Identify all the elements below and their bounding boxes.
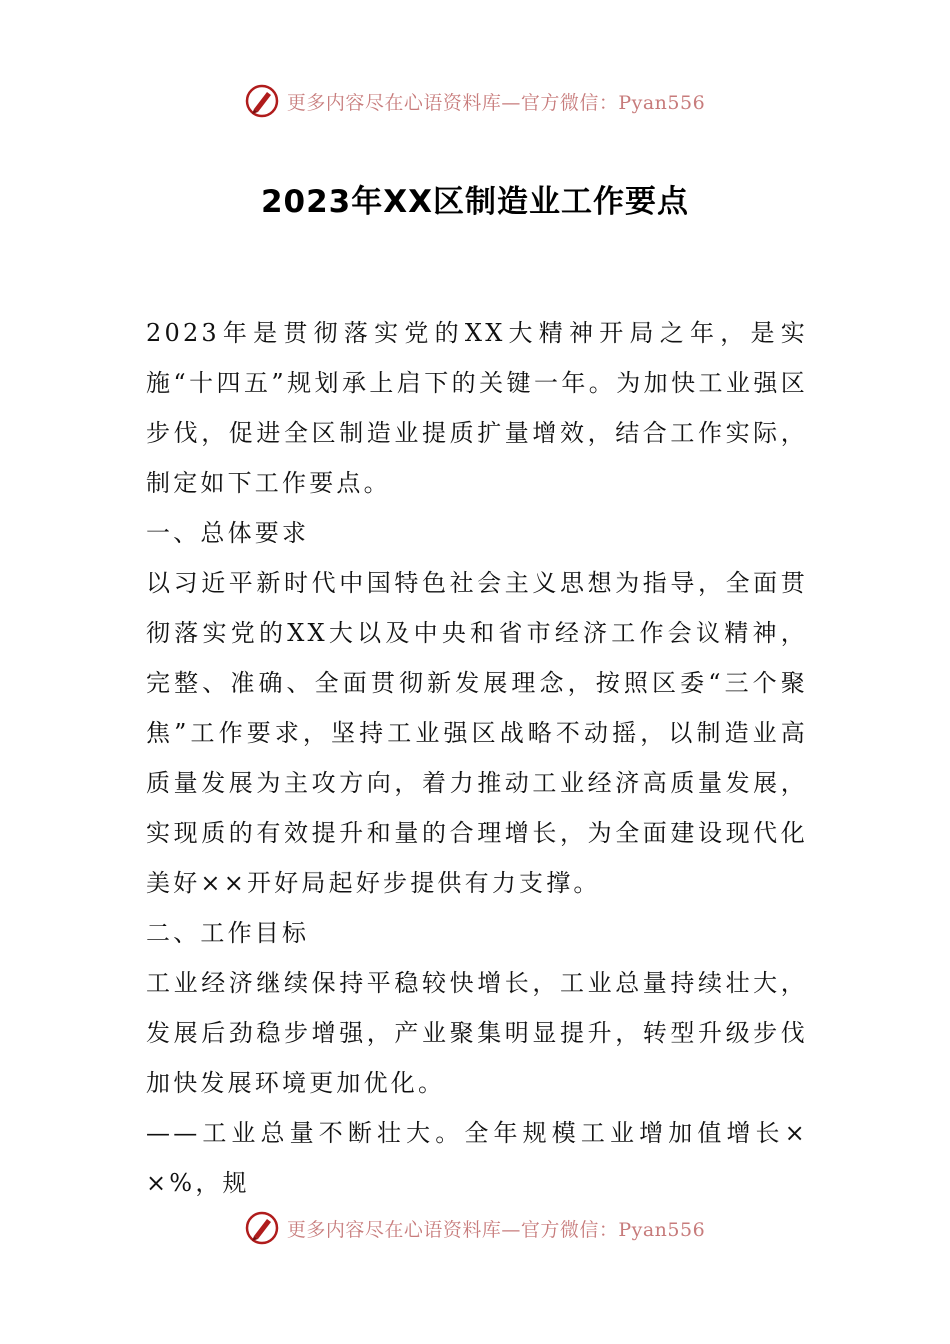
document-title: 2023年XX区制造业工作要点	[260, 184, 690, 220]
watermark-text: 更多内容尽在心语资料库—官方微信：Pyan556	[286, 91, 706, 114]
watermark-text: 更多内容尽在心语资料库—官方微信：Pyan556	[286, 1218, 706, 1241]
pen-logo-icon	[245, 84, 279, 118]
header-watermark	[0, 84, 950, 118]
pen-logo-icon	[245, 1211, 279, 1245]
document-body	[146, 308, 808, 1208]
work-goals-paragraph: 工业经济继续保持平稳较快增长，工业总量持续壮大，发展后劲稳步增强，产业聚集明显提升，转型升级步伐加快发展环境更加优化。	[146, 969, 808, 1097]
goal-item-paragraph: ——工业总量不断壮大。全年规模工业增加值增长××%，规	[146, 1119, 808, 1197]
general-requirements-paragraph: 以习近平新时代中国特色社会主义思想为指导，全面贯彻落实党的XX大以及中央和省市经济工作会议精神，完整、准确、全面贯彻新发展理念，按照区委“三个聚焦”工作要求，坚持工业强区战略不动摇，以制造业高质量发展为主攻方向，着力推动工业经济高质量发展，实现质的有效提升和量的合理增长，为全面建设现代化美好××开好局起好步提供有力支撑。	[146, 569, 808, 897]
intro-paragraph: 2023年是贯彻落实党的XX大精神开局之年，是实施“十四五”规划承上启下的关键一年。为加快工业强区步伐，促进全区制造业提质扩量增效，结合工作实际，制定如下工作要点。	[146, 319, 808, 497]
footer-watermark	[0, 1211, 950, 1245]
section-heading-work-goals: 二、工作目标	[146, 919, 310, 947]
section-heading-general-requirements: 一、总体要求	[146, 519, 310, 547]
